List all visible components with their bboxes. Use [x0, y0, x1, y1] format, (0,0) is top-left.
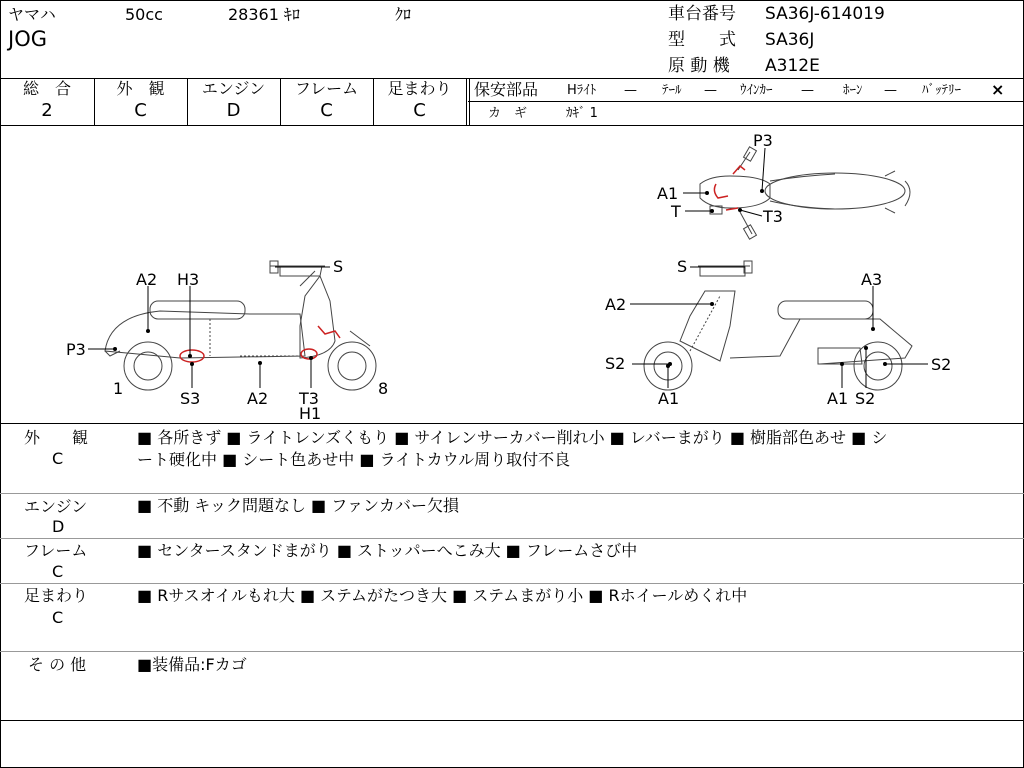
remark-category: 外 観	[24, 428, 89, 447]
remark-text: ■ 各所きず ■ ライトレンズくもり ■ サイレンサーカバー削れ小 ■ レバーまがり ■ 樹脂部色あせ ■ シ	[137, 428, 888, 447]
grade-value: C	[413, 100, 426, 121]
damage-label: T3	[763, 207, 783, 226]
safety-mark: —	[801, 83, 814, 98]
damage-label: A3	[861, 270, 883, 289]
damage-label: S2	[605, 354, 626, 373]
frame-no-label: 車台番号	[668, 4, 736, 24]
damage-label: S	[333, 257, 344, 276]
grade-value: 2	[41, 100, 53, 121]
safety-battery: ﾊﾞｯﾃﾘｰ	[922, 83, 961, 98]
remark-category: フレーム	[24, 541, 88, 560]
safety-tail: ﾃｰﾙ	[662, 83, 682, 98]
damage-label: A1	[658, 389, 680, 408]
damage-label: 8	[378, 379, 389, 398]
safety-winker: ｳｲﾝｶｰ	[740, 83, 773, 98]
safety-horn: ﾎｰﾝ	[843, 83, 863, 98]
remark-text-cont: ート硬化中 ■ シート色あせ中 ■ ライトカウル周り取付不良	[137, 450, 571, 469]
remark-category: そ の 他	[28, 655, 87, 674]
remark-category: エンジン	[24, 497, 88, 516]
damage-label: S2	[855, 389, 876, 408]
key-value: ｶｷﾞ 1	[566, 106, 598, 121]
remark-text: ■ 不動 キック問題なし ■ ファンカバー欠損	[137, 496, 459, 515]
grade-value: C	[134, 100, 147, 121]
damage-label: P3	[66, 340, 86, 359]
safety-mark: —	[704, 83, 717, 98]
maker: ヤマハ	[8, 5, 56, 24]
displacement: 50cc	[125, 5, 163, 24]
safety-label: 保安部品	[474, 80, 539, 99]
frame-no: SA36J-614019	[765, 4, 885, 24]
top-view-sketch	[700, 147, 910, 239]
remark-grade: C	[52, 449, 64, 468]
grade-value: C	[320, 100, 333, 121]
damage-label: 1	[113, 379, 124, 398]
damage-label: S2	[931, 355, 952, 374]
remark-grade: C	[52, 562, 64, 581]
remark-grade: C	[52, 608, 64, 627]
damage-label: S	[677, 257, 688, 276]
damage-label: A1	[657, 184, 679, 203]
damage-label: A2	[136, 270, 158, 289]
remark-text: ■ センタースタンドまがり ■ ストッパーへこみ大 ■ フレームさび中	[137, 541, 638, 560]
top-view-damage-marks	[714, 166, 745, 210]
damage-label: H1	[299, 404, 322, 423]
remark-text: ■装備品:Fカゴ	[137, 655, 247, 674]
damage-label: H3	[177, 270, 200, 289]
grade-label: フレーム	[294, 79, 359, 98]
engine-label: 原 動 機	[668, 56, 730, 76]
damage-label: A1	[827, 389, 849, 408]
color: ｸﾛ	[395, 5, 412, 24]
engine-value: A312E	[765, 56, 820, 76]
leader-lines	[88, 148, 928, 388]
key-label: カ ギ	[488, 106, 528, 121]
safety-headlight: Hﾗｲﾄ	[567, 83, 597, 98]
damage-label: A2	[247, 389, 269, 408]
safety-mark: —	[884, 83, 897, 98]
grade-label: 外 観	[116, 79, 165, 98]
damage-label: T3	[299, 389, 319, 408]
damage-label: T	[671, 202, 681, 221]
safety-mark: —	[624, 83, 637, 98]
grade-label: 足まわり	[387, 79, 452, 98]
safety-mark: ×	[991, 80, 1005, 99]
damage-label: P3	[753, 131, 773, 150]
remark-grade: D	[52, 517, 65, 536]
remark-text: ■ Rサスオイルもれ大 ■ ステムがたつき大 ■ ステムまがり小 ■ Rホイールめくれ中	[137, 586, 748, 605]
mileage: 28361 ｷﾛ	[228, 5, 300, 24]
grade-value: D	[226, 100, 241, 121]
type-label: 型 式	[668, 30, 736, 50]
grade-label: 総 合	[22, 79, 71, 98]
model-name: JOG	[8, 27, 47, 51]
damage-label: A2	[605, 295, 627, 314]
grade-label: エンジン	[201, 79, 266, 98]
damage-label: S3	[180, 389, 201, 408]
remark-category: 足まわり	[24, 586, 89, 605]
type-value: SA36J	[765, 30, 815, 50]
